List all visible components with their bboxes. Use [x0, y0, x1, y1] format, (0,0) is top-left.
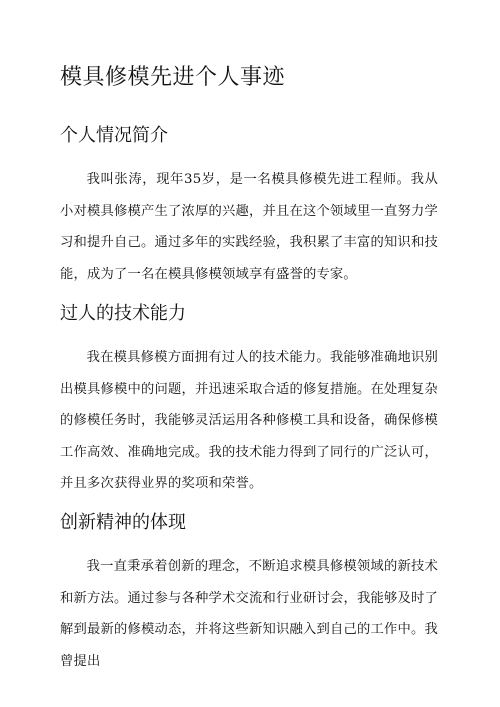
section-heading: 过人的技术能力	[60, 303, 186, 324]
section-heading: 创新精神的体现	[60, 512, 186, 533]
document-title: 模具修模先进个人事迹	[60, 65, 286, 90]
section-paragraph: 我一直秉承着创新的理念，不断追求模具修模领域的新技术和新方法。通过参与各种学术交流和行业研讨会，我能够及时了解到最新的修模动态，并将这些新知识融入到自己的工作中。我曾提出	[60, 559, 438, 669]
section-innovation-spirit	[60, 508, 438, 677]
section-personal-intro	[60, 121, 438, 290]
section-heading: 个人情况简介	[60, 125, 168, 146]
section-technical-ability	[60, 299, 438, 500]
section-paragraph: 我叫张涛，现年35岁，是一名模具修模先进工程师。我从小对模具修模产生了浓厚的兴趣，并且在这个领域里一直努力学习和提升自己。通过多年的实践经验，我积累了丰富的知识和技能，成为了一名在模具修模领域享有盛誉的专家。	[60, 172, 438, 282]
section-paragraph: 我在模具修模方面拥有过人的技术能力。我能够准确地识别出模具修模中的问题，并迅速采取合适的修复措施。在处理复杂的修模任务时，我能够灵活运用各种修模工具和设备，确保修模工作高效、准确地完成。我的技术能力得到了同行的广泛认可，并且多次获得业界的奖项和荣誉。	[60, 350, 438, 491]
